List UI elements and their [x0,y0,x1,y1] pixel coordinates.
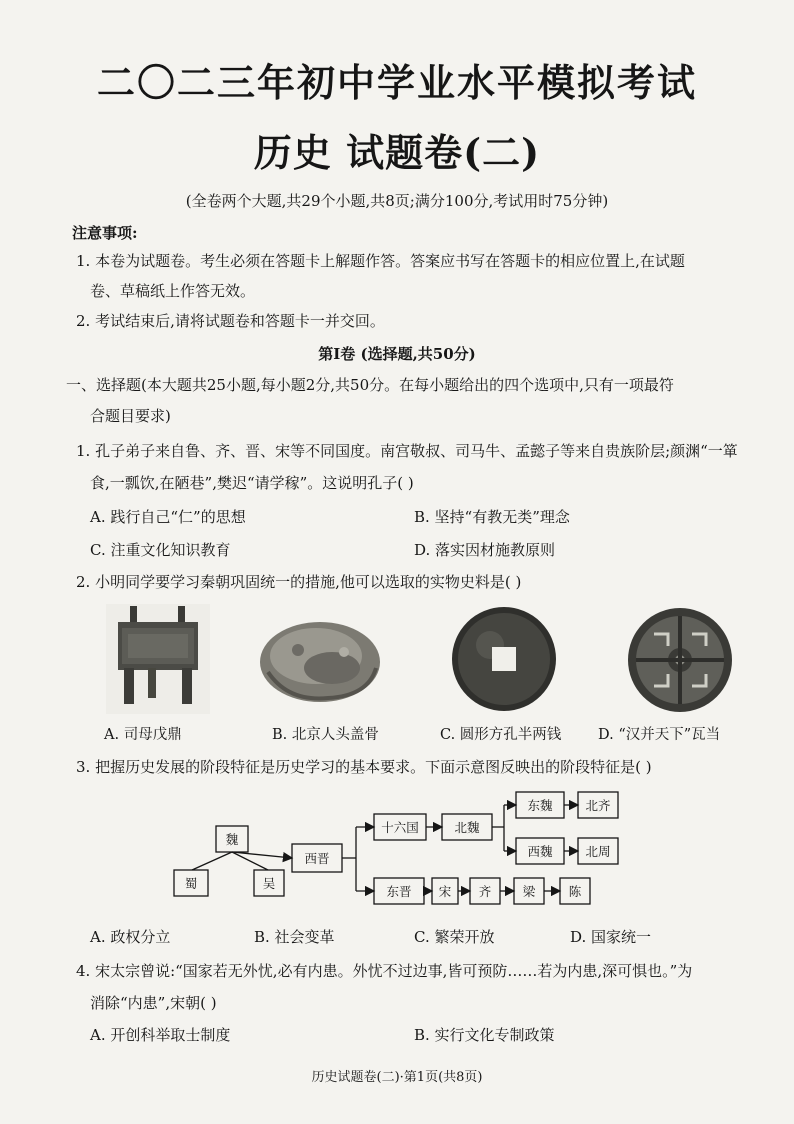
label-chen: 陈 [568,884,582,899]
q2-option-d: D. “汉并天下”瓦当 [598,727,721,743]
q4-option-b: B. 实行文化专制政策 [414,1026,555,1044]
part-heading: 第Ⅰ卷 (选择题,共50分) [318,345,476,363]
label-qi: 齐 [478,884,492,899]
label-beiqi: 北齐 [585,798,611,813]
q3-stem: 3. 把握历史发展的阶段特征是历史学习的基本要求。下面示意图反映出的阶段特征是( ) [76,758,652,776]
tile-end-image [624,606,736,714]
q2-stem: 2. 小明同学要学习秦朝巩固统一的措施,他可以选取的实物史料是( ) [76,573,522,591]
notice-heading: 注意事项: [72,224,138,242]
ding-image [106,604,210,714]
section-intro: 一、选择题(本大题共25小题,每小题2分,共50分。在每小题给出的四个选项中,只有一项最符 [66,376,674,394]
label-xijin: 西晋 [304,851,330,866]
exam-subtitle: 历史 试题卷(二) [253,130,541,175]
q1-option-c: C. 注重文化知识教育 [90,541,231,559]
label-dongwei: 东魏 [527,798,553,813]
q1-stem: 1. 孔子弟子来自鲁、齐、晋、宋等不同国度。南宫敬叔、司马牛、孟懿子等来自贵族阶层;颜渊“一箪 [76,442,738,460]
label-shiliuguo: 十六国 [381,820,419,835]
notice-item-1-cont: 卷、草稿纸上作答无效。 [90,282,256,300]
q1-option-a: A. 践行自己“仁”的思想 [90,508,246,526]
q3-option-c: C. 繁荣开放 [414,928,495,946]
label-wu: 吴 [262,876,276,891]
dynasty-diagram [170,788,620,920]
q3-option-b: B. 社会变革 [254,928,335,946]
exam-title: 二〇二三年初中学业水平模拟考试 [96,60,697,105]
label-wei: 魏 [225,832,239,847]
label-shu: 蜀 [184,876,198,891]
q2-option-c: C. 圆形方孔半两钱 [440,727,562,743]
label-liang: 梁 [522,884,536,899]
q4-option-a: A. 开创科举取士制度 [90,1026,231,1044]
notice-item-1: 1. 本卷为试题卷。考生必须在答题卡上解题作答。答案应书写在答题卡的相应位置上,在试题 [76,252,685,270]
q3-option-d: D. 国家统一 [570,928,652,946]
label-beiwei: 北魏 [454,820,480,835]
exam-meta: (全卷两个大题,共29个小题,共8页;满分100分,考试用时75分钟) [185,192,609,210]
skull-image [258,612,382,710]
q1-stem-cont: 食,一瓢饮,在陋巷”,樊迟“请学稼”。这说明孔子( ) [90,474,414,492]
notice-item-2: 2. 考试结束后,请将试题卷和答题卡一并交回。 [76,312,385,330]
section-intro-cont: 合题目要求) [90,407,171,425]
q2-option-a: A. 司母戊鼎 [104,727,182,743]
q1-option-d: D. 落实因材施教原则 [414,541,556,559]
q4-stem: 4. 宋太宗曾说:“国家若无外忧,必有内患。外忧不过边事,皆可预防……若为内患,深可惧也。”为 [76,962,693,980]
page-footer: 历史试题卷(二)·第1页(共8页) [311,1070,483,1085]
q1-option-b: B. 坚持“有教无类”理念 [414,508,570,526]
label-beizhou: 北周 [585,844,611,859]
label-dongjin: 东晋 [386,884,412,899]
q2-option-b: B. 北京人头盖骨 [272,727,379,743]
q3-option-a: A. 政权分立 [90,928,171,946]
label-song: 宋 [438,884,452,899]
q4-stem-cont: 消除“内患”,宋朝( ) [90,994,217,1012]
label-xiwei: 西魏 [527,844,553,859]
coin-image [450,605,558,713]
